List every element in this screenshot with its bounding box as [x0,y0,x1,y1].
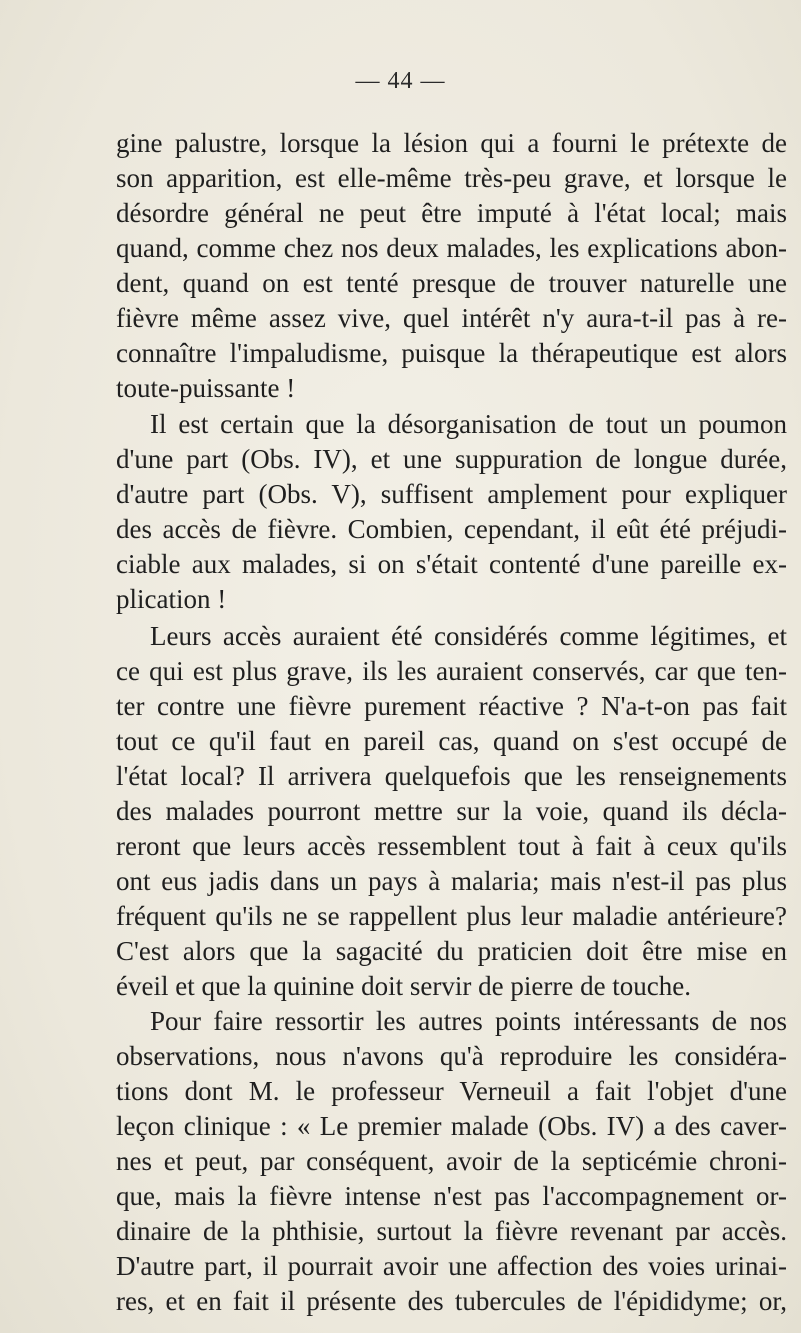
text-line: dinaire de la phthisie, surtout la fièvre revenant par accès. [116,1216,787,1246]
text-line: Il est certain que la désorganisation de tout un poumon [150,409,787,439]
text-line: tions dont M. le professeur Verneuil a fait l'objet d'une [116,1076,787,1106]
text-line: des accès de fièvre. Combien, cependant, il eût été préjudi- [116,514,787,544]
text-line: tout ce qu'il faut en pareil cas, quand on s'est occupé de [116,726,787,756]
text-line: désordre général ne peut être imputé à l'état local; mais [116,198,787,228]
text-line: que, mais la fièvre intense n'est pas l'accompagnement or- [116,1181,787,1211]
text-line: ce qui est plus grave, ils les auraient conservés, car que ten- [116,656,787,686]
text-line: nes et peut, par conséquent, avoir de la septicémie chroni- [116,1146,787,1176]
text-line: éveil et que la quinine doit servir de pierre de touche. [116,971,692,1001]
text-line: son apparition, est elle-même très-peu grave, et lorsque le [116,163,787,193]
text-line: plication ! [116,584,227,614]
text-line: quand, comme chez nos deux malades, les explications abon- [116,233,787,263]
text-line: dent, quand on est tenté presque de trouver naturelle une [116,268,787,298]
text-line: Leurs accès auraient été considérés comme légitimes, et [150,621,787,651]
text-line: ter contre une fièvre purement réactive ? N'a-t-on pas fait [116,691,787,721]
text-line: ont eus jadis dans un pays à malaria; mais n'est-il pas plus [116,866,787,896]
text-line: des malades pourront mettre sur la voie, quand ils décla- [116,796,787,826]
text-line: connaître l'impaludisme, puisque la thérapeutique est alors [116,338,787,368]
text-line: toute-puissante ! [116,373,296,403]
page-number: — 44 — [355,68,446,94]
text-line: l'état local? Il arrivera quelquefois que les renseignements [116,761,787,791]
text-line: Pour faire ressortir les autres points intéressants de nos [150,1006,787,1036]
text-line: C'est alors que la sagacité du praticien doit être mise en [116,936,787,966]
text-line: d'autre part (Obs. V), suffisent amplement pour expliquer [116,479,787,509]
text-line: res, et en fait il présente des tubercules de l'épididyme; or, [116,1286,787,1316]
text-line: fièvre même assez vive, quel intérêt n'y aura-t-il pas à re- [116,303,787,333]
text-line: leçon clinique : « Le premier malade (Obs. IV) a des caver- [116,1111,787,1141]
text-line: d'une part (Obs. IV), et une suppuration de longue durée, [116,444,787,474]
text-line: observations, nous n'avons qu'à reproduire les considéra- [116,1041,787,1071]
text-line: reront que leurs accès ressemblent tout à fait à ceux qu'ils [116,831,787,861]
text-line: D'autre part, il pourrait avoir une affection des voies urinai- [116,1251,787,1281]
text-line: fréquent qu'ils ne se rappellent plus leur maladie antérieure? [116,901,787,931]
text-line: gine palustre, lorsque la lésion qui a fourni le prétexte de [116,128,787,158]
text-line: ciable aux malades, si on s'était contenté d'une pareille ex- [116,549,787,579]
